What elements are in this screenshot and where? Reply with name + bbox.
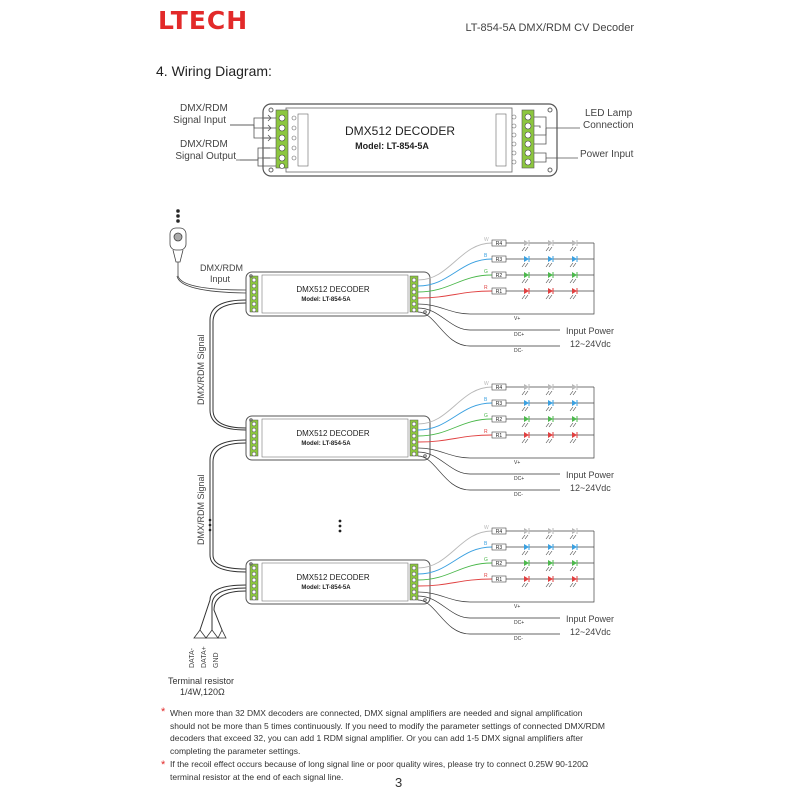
- led-ray: [549, 551, 552, 555]
- led-ray: [525, 263, 528, 267]
- led-ray: [522, 551, 525, 555]
- led-body: [572, 400, 577, 406]
- led-body: [548, 416, 553, 422]
- led-lamp-label-2: Connection: [583, 120, 634, 131]
- led-body: [572, 256, 577, 262]
- led-ray: [573, 583, 576, 587]
- decoder-1-left-pin: [252, 302, 256, 306]
- led-ray: [522, 567, 525, 571]
- decoder-2-dcplus-label: DC+: [514, 476, 525, 482]
- led-ray: [522, 263, 525, 267]
- decoder-3-left-pin: [252, 572, 256, 576]
- led-ray: [570, 583, 573, 587]
- led-body: [548, 384, 553, 390]
- decoder-1-channel-letter: G: [484, 269, 488, 275]
- led-ray: [549, 423, 552, 427]
- led-ray: [570, 407, 573, 411]
- signal-input-label-2: Signal Input: [173, 115, 226, 126]
- decoder-1-resistor-label: R1: [495, 289, 503, 295]
- led-lamp-label-1: LED Lamp: [585, 108, 633, 119]
- led-ray: [546, 567, 549, 571]
- decoder-2-led: [546, 416, 553, 427]
- led-ray: [546, 551, 549, 555]
- decoder-2-led: [570, 400, 577, 411]
- decoder-3-led: [570, 528, 577, 539]
- led-ray: [573, 423, 576, 427]
- product-title: LT-854-5A DMX/RDM CV Decoder: [465, 22, 634, 34]
- led-body: [572, 240, 577, 246]
- pin-data-plus: DATA+: [201, 646, 208, 668]
- led-body: [524, 384, 529, 390]
- led-ray: [549, 295, 552, 299]
- decoder-3-led: [546, 576, 553, 587]
- led-ray: [549, 439, 552, 443]
- brand-logo: LTECH: [158, 6, 249, 35]
- led-ray: [525, 567, 528, 571]
- pin-data-minus: DATA-: [189, 648, 196, 668]
- led-body: [548, 400, 553, 406]
- decoder-3-led: [546, 544, 553, 555]
- decoder-3-model: Model: LT-854-5A: [301, 585, 351, 591]
- led-ray: [525, 551, 528, 555]
- decoder-1-dcplus-label: DC+: [514, 332, 525, 338]
- chain-input-label-2: Input: [210, 274, 231, 284]
- led-body: [548, 544, 553, 550]
- note-1-line-1: When more than 32 DMX decoders are connected, DMX signal amplifiers are needed and signal amplification: [170, 708, 583, 718]
- led-body: [524, 400, 529, 406]
- decoder-1-led: [546, 272, 553, 283]
- decoder-1-channel-letter: R: [484, 285, 488, 291]
- decoder-2-resistor-label: R4: [495, 385, 503, 391]
- decoder-2-right-pin: [412, 422, 416, 426]
- led-ray: [522, 391, 525, 395]
- decoder-1-left-pin: [252, 284, 256, 288]
- led-ray: [546, 263, 549, 267]
- note-2-marker: *: [161, 759, 166, 771]
- section-title: 4. Wiring Diagram:: [156, 63, 272, 79]
- decoder-2-left-pin: [252, 434, 256, 438]
- led-body: [524, 544, 529, 550]
- note-2: [170, 758, 650, 783]
- signal-output-label-1: DMX/RDM: [180, 139, 228, 150]
- decoder-2-dcminus-label: DC-: [514, 492, 523, 498]
- decoder-3-right-pin: [412, 566, 416, 570]
- led-body: [524, 256, 529, 262]
- decoder-3-resistor-label: R4: [495, 529, 503, 535]
- decoder-1-led: [546, 256, 553, 267]
- decoder-1-left-pin: [252, 296, 256, 300]
- decoder-2-power-label-2: 12~24Vdc: [570, 483, 611, 493]
- led-ray: [522, 583, 525, 587]
- dmx-connector: [170, 210, 246, 294]
- decoder-2-left-pin: [252, 446, 256, 450]
- led-body: [524, 288, 529, 294]
- led-ray: [570, 423, 573, 427]
- led-ray: [570, 247, 573, 251]
- led-ray: [546, 295, 549, 299]
- led-body: [572, 384, 577, 390]
- led-ray: [522, 535, 525, 539]
- led-body: [524, 576, 529, 582]
- decoder-3-channel-letter: G: [484, 557, 488, 563]
- top-device-model: Model: LT-854-5A: [355, 141, 429, 151]
- decoder-3-left-pin: [252, 590, 256, 594]
- signal-input-label-1: DMX/RDM: [180, 103, 228, 114]
- decoder-3-label-area: [262, 563, 408, 601]
- signal-label-1: DMX/RDM Signal: [196, 334, 206, 405]
- led-ray: [573, 551, 576, 555]
- pin-gnd: GND: [213, 652, 220, 668]
- led-ray: [525, 423, 528, 427]
- led-body: [572, 560, 577, 566]
- decoder-1-right-pin: [412, 284, 416, 288]
- decoder-1-dcminus-label: DC-: [514, 348, 523, 354]
- decoder-3-left-pin: [252, 566, 256, 570]
- led-ray: [573, 535, 576, 539]
- led-ray: [522, 439, 525, 443]
- led-ray: [573, 295, 576, 299]
- decoder-3-title: DMX512 DECODER: [296, 573, 370, 582]
- decoder-1-led: [522, 272, 529, 283]
- decoder-1-label-area: [262, 275, 408, 313]
- decoder-2-led: [570, 432, 577, 443]
- led-ray: [570, 391, 573, 395]
- led-body: [524, 528, 529, 534]
- decoder-3-led: [522, 576, 529, 587]
- decoder-1-left-pin: [252, 290, 256, 294]
- led-ray: [549, 247, 552, 251]
- decoder-1-channel-letter: W: [484, 237, 489, 243]
- led-ray: [570, 439, 573, 443]
- led-body: [548, 576, 553, 582]
- led-body: [524, 432, 529, 438]
- decoder-1-led: [546, 240, 553, 251]
- decoder-3-channel-letter: R: [484, 573, 488, 579]
- led-body: [572, 432, 577, 438]
- led-ray: [522, 247, 525, 251]
- decoder-1-dcminus-wire: [418, 312, 560, 346]
- decoder-3-resistor-label: R1: [495, 577, 503, 583]
- led-ray: [573, 439, 576, 443]
- decoder-1-right-pin: [412, 302, 416, 306]
- decoder-2-model: Model: LT-854-5A: [301, 441, 351, 447]
- led-ray: [522, 407, 525, 411]
- led-ray: [546, 407, 549, 411]
- decoder-2-channel-letter: G: [484, 413, 488, 419]
- decoder-1-led: [522, 240, 529, 251]
- terminal-resistor-wires: [194, 630, 226, 638]
- decoder-1-right-pin: [412, 290, 416, 294]
- decoder-2-left-pin: [252, 422, 256, 426]
- led-ray: [525, 439, 528, 443]
- decoder-2-led: [546, 432, 553, 443]
- led-body: [524, 560, 529, 566]
- chain-continue-dots-left: [209, 519, 212, 532]
- decoder-3-left-pin: [252, 578, 256, 582]
- decoder-2-right-pin: [412, 428, 416, 432]
- decoder-1-title: DMX512 DECODER: [296, 285, 370, 294]
- led-body: [524, 272, 529, 278]
- decoder-3-right-pin: [412, 590, 416, 594]
- led-ray: [549, 567, 552, 571]
- note-2-line-2: terminal resistor at the end of each signal line.: [170, 771, 344, 782]
- led-body: [572, 272, 577, 278]
- terminal-resistor-label-1: Terminal resistor: [168, 676, 235, 686]
- decoder-2-title: DMX512 DECODER: [296, 429, 370, 438]
- led-ray: [525, 583, 528, 587]
- decoder-2-led: [522, 384, 529, 395]
- decoder-2-right-pin: [412, 452, 416, 456]
- decoder-1-resistor-label: R3: [495, 257, 503, 263]
- decoder-3-left-pin: [252, 584, 256, 588]
- led-ray: [522, 423, 525, 427]
- decoder-2-led: [546, 400, 553, 411]
- led-body: [524, 416, 529, 422]
- decoder-1-power-label-1: Input Power: [566, 326, 615, 336]
- decoder-2-led: [570, 384, 577, 395]
- led-ray: [546, 439, 549, 443]
- decoder-2-resistor-label: R2: [495, 417, 503, 423]
- decoder-3-power-label-1: Input Power: [566, 614, 615, 624]
- chain-input-label-1: DMX/RDM: [200, 263, 243, 273]
- led-ray: [546, 423, 549, 427]
- decoder-3-vplus-label: V+: [514, 604, 521, 610]
- signal-output-label-2: Signal Output: [175, 151, 236, 162]
- decoder-1-led: [522, 288, 529, 299]
- decoder-1-right-pin: [412, 278, 416, 282]
- top-decoder: [230, 104, 580, 176]
- led-ray: [522, 295, 525, 299]
- signal-label-2: DMX/RDM Signal: [196, 474, 206, 545]
- decoder-2-left-pin: [252, 452, 256, 456]
- led-ray: [546, 391, 549, 395]
- led-body: [548, 432, 553, 438]
- note-1-line-4: completing the parameter settings.: [170, 745, 301, 756]
- note-1-line-2: should not be more than 5 times continuously. If you need to modify the parameter settings of connected DMX/RDM: [170, 720, 605, 731]
- decoder-2-channel-letter: W: [484, 381, 489, 387]
- decoder-3-right-pin: [412, 578, 416, 582]
- decoder-1-right-pin: [412, 296, 416, 300]
- decoder-2-led: [522, 416, 529, 427]
- led-ray: [525, 247, 528, 251]
- decoder-2-left-pin: [252, 440, 256, 444]
- decoder-2-right-pin: [412, 440, 416, 444]
- decoder-1-right-pin: [412, 308, 416, 312]
- led-ray: [549, 535, 552, 539]
- led-body: [548, 240, 553, 246]
- chain-continue-dots-mid: [339, 520, 342, 533]
- decoder-3-vplus-wire: [418, 579, 594, 602]
- led-body: [572, 544, 577, 550]
- led-ray: [570, 279, 573, 283]
- decoder-3-led: [522, 560, 529, 571]
- decoder-unit-3: [246, 525, 614, 642]
- led-body: [548, 528, 553, 534]
- note-1-marker: *: [161, 706, 166, 718]
- decoder-2-right-pin: [412, 434, 416, 438]
- led-body: [548, 560, 553, 566]
- led-body: [548, 288, 553, 294]
- led-ray: [570, 295, 573, 299]
- top-device-title: DMX512 DECODER: [344, 124, 456, 138]
- decoder-3-led: [522, 544, 529, 555]
- decoder-2-vplus-wire: [418, 435, 594, 458]
- led-ray: [546, 247, 549, 251]
- power-input-label: Power Input: [580, 149, 634, 160]
- decoder-3-right-pin: [412, 596, 416, 600]
- decoder-2-dcminus-wire: [418, 456, 560, 490]
- decoder-3-led: [570, 576, 577, 587]
- decoder-1-vplus-wire: [418, 291, 594, 314]
- decoder-2-led: [570, 416, 577, 427]
- led-body: [548, 272, 553, 278]
- led-ray: [573, 263, 576, 267]
- led-ray: [546, 279, 549, 283]
- led-ray: [570, 263, 573, 267]
- led-ray: [573, 247, 576, 251]
- decoder-3-dcminus-wire: [418, 600, 560, 634]
- decoder-3-left-pin: [252, 596, 256, 600]
- led-ray: [570, 567, 573, 571]
- page-number: 3: [395, 775, 403, 790]
- decoder-unit-2: [246, 381, 614, 498]
- led-ray: [549, 279, 552, 283]
- decoder-2-channel-letter: B: [484, 397, 488, 403]
- decoder-3-power-label-2: 12~24Vdc: [570, 627, 611, 637]
- decoder-3-led: [522, 528, 529, 539]
- led-ray: [525, 407, 528, 411]
- decoder-1-channel-letter: B: [484, 253, 488, 259]
- decoder-1-resistor-label: R2: [495, 273, 503, 279]
- led-ray: [549, 583, 552, 587]
- led-ray: [525, 391, 528, 395]
- decoder-1-led: [570, 240, 577, 251]
- led-ray: [573, 407, 576, 411]
- decoder-1-led: [522, 256, 529, 267]
- led-ray: [546, 535, 549, 539]
- led-ray: [573, 279, 576, 283]
- decoder-1-led: [570, 288, 577, 299]
- decoder-3-channel-letter: W: [484, 525, 489, 531]
- led-ray: [522, 279, 525, 283]
- decoder-1-led: [546, 288, 553, 299]
- led-body: [548, 256, 553, 262]
- led-ray: [549, 263, 552, 267]
- decoder-3-right-pin: [412, 584, 416, 588]
- decoder-2-led: [522, 432, 529, 443]
- decoder-2-power-label-1: Input Power: [566, 470, 615, 480]
- decoder-2-vplus-label: V+: [514, 460, 521, 466]
- decoder-2-label-area: [262, 419, 408, 457]
- decoder-1-power-label-2: 12~24Vdc: [570, 339, 611, 349]
- led-ray: [573, 567, 576, 571]
- decoder-1-left-pin: [252, 308, 256, 312]
- decoder-3-led: [570, 544, 577, 555]
- decoder-2-left-pin: [252, 428, 256, 432]
- decoder-1-left-pin: [252, 278, 256, 282]
- decoder-1-led: [570, 272, 577, 283]
- led-ray: [573, 391, 576, 395]
- led-ray: [525, 295, 528, 299]
- decoder-1-resistor-label: R4: [495, 241, 503, 247]
- decoder-3-channel-letter: B: [484, 541, 488, 547]
- note-2-line-1: If the recoil effect occurs because of long signal line or poor quality wires, please try to connect 0.25W 90-120Ω: [170, 759, 589, 769]
- signal-trunk: [200, 300, 246, 630]
- led-body: [572, 576, 577, 582]
- led-ray: [570, 535, 573, 539]
- decoder-3-dcminus-label: DC-: [514, 636, 523, 642]
- decoder-2-channel-letter: R: [484, 429, 488, 435]
- decoder-3-led: [546, 528, 553, 539]
- led-ray: [570, 551, 573, 555]
- decoder-1-led: [570, 256, 577, 267]
- decoder-3-led: [570, 560, 577, 571]
- decoder-2-resistor-label: R1: [495, 433, 503, 439]
- led-body: [524, 240, 529, 246]
- decoder-2-led: [522, 400, 529, 411]
- decoder-1-vplus-label: V+: [514, 316, 521, 322]
- led-ray: [549, 391, 552, 395]
- decoder-2-right-pin: [412, 446, 416, 450]
- note-1: [170, 707, 650, 757]
- led-ray: [525, 279, 528, 283]
- decoder-1-model: Model: LT-854-5A: [301, 297, 351, 303]
- led-ray: [546, 583, 549, 587]
- note-1-line-3: decoders that exceed 32, you can add 1 RDM signal amplifier. Or you can add 1-5 DMX signal amplifiers after: [170, 733, 583, 743]
- terminal-resistor-label-2: 1/4W,120Ω: [180, 687, 225, 697]
- led-body: [572, 288, 577, 294]
- led-body: [572, 416, 577, 422]
- decoder-unit-1: [246, 237, 614, 354]
- decoder-3-resistor-label: R3: [495, 545, 503, 551]
- led-ray: [525, 535, 528, 539]
- decoder-2-led: [546, 384, 553, 395]
- led-ray: [549, 407, 552, 411]
- decoder-3-dcplus-label: DC+: [514, 620, 525, 626]
- decoder-2-resistor-label: R3: [495, 401, 503, 407]
- decoder-3-resistor-label: R2: [495, 561, 503, 567]
- decoder-3-right-pin: [412, 572, 416, 576]
- decoder-3-led: [546, 560, 553, 571]
- led-body: [572, 528, 577, 534]
